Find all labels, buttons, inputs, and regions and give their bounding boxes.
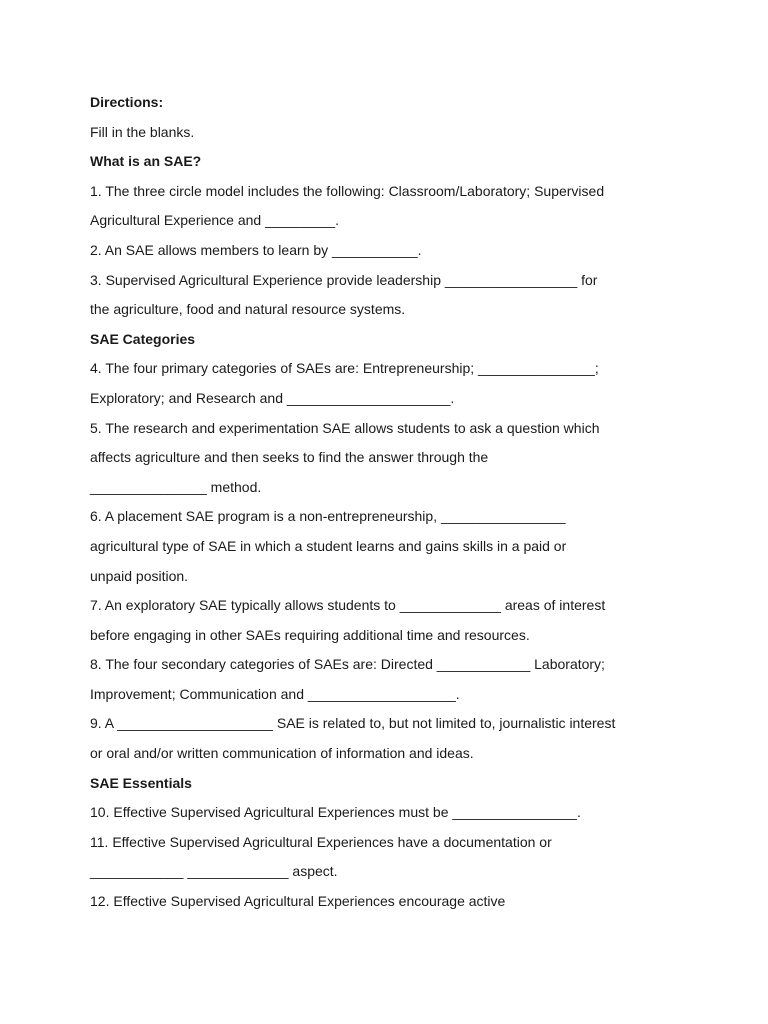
question-11-line-2: ____________ _____________ aspect. [90, 863, 338, 880]
section-heading-sae-categories: SAE Categories [90, 330, 196, 347]
question-6-line-3: unpaid position. [90, 567, 189, 584]
question-6-line-1: 6. A placement SAE program is a non-entrepreneurship, ________________ [90, 508, 566, 525]
directions-heading: Directions: [90, 94, 164, 110]
question-12-line-1: 12. Effective Supervised Agricultural Experiences encourage active [90, 893, 506, 910]
question-9-line-1: 9. A ____________________ SAE is related to, but not limited to, journalistic interest [90, 715, 616, 732]
question-5-line-3: _______________ method. [90, 478, 262, 495]
directions-text: Fill in the blanks. [90, 123, 195, 140]
question-8-line-1: 8. The four secondary categories of SAEs are: Directed ____________ Laboratory; [90, 656, 605, 673]
question-1-line-1: 1. The three circle model includes the following: Classroom/Laboratory; Supervised [90, 182, 605, 199]
question-3-line-1: 3. Supervised Agricultural Experience provide leadership _________________ for [90, 271, 598, 288]
question-4-line-2: Exploratory; and Research and _____________________. [90, 389, 455, 406]
question-8-line-2: Improvement; Communication and ___________________. [90, 685, 460, 702]
question-3-line-2: the agriculture, food and natural resource systems. [90, 301, 406, 318]
question-5-line-2: affects agriculture and then seeks to find the answer through the [90, 449, 489, 466]
question-6-line-2: agricultural type of SAE in which a student learns and gains skills in a paid or [90, 537, 567, 554]
section-heading-sae-essentials: SAE Essentials [90, 774, 192, 791]
question-7-line-1: 7. An exploratory SAE typically allows students to _____________ areas of interest [90, 597, 606, 614]
question-9-line-2: or oral and/or written communication of information and ideas. [90, 745, 474, 762]
worksheet-body [90, 88, 690, 917]
question-10: 10. Effective Supervised Agricultural Experiences must be ________________. [90, 804, 581, 821]
question-11-line-1: 11. Effective Supervised Agricultural Experiences have a documentation or [90, 833, 552, 850]
question-7-line-2: before engaging in other SAEs requiring additional time and resources. [90, 626, 530, 643]
question-1-line-2: Agricultural Experience and _________. [90, 212, 340, 229]
question-5-line-1: 5. The research and experimentation SAE allows students to ask a question which [90, 419, 600, 436]
question-4-line-1: 4. The four primary categories of SAEs are: Entrepreneurship; _______________; [90, 360, 599, 377]
question-2: 2. An SAE allows members to learn by ___________. [90, 241, 422, 258]
section-heading-what-is-sae: What is an SAE? [90, 153, 202, 170]
